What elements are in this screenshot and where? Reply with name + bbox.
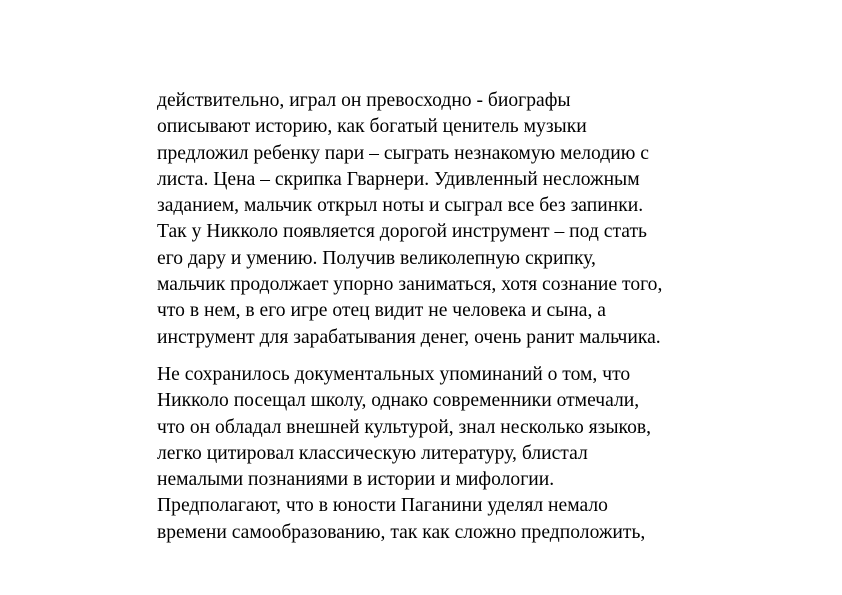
text-line: мальчик продолжает упорно заниматься, хотя сознание того, — [157, 274, 663, 296]
text-line: листа. Цена – скрипка Гварнери. Удивленный несложным — [157, 168, 640, 190]
paragraph-2 — [157, 362, 757, 546]
text-line: действительно, играл он превосходно - биографы — [157, 90, 571, 111]
text-line: заданием, мальчик открыл ноты и сыграл все без запинки. — [157, 195, 644, 217]
text-line: Предполагают, что в юности Паганини уделял немало — [157, 495, 608, 517]
text-line: описывают историю, как богатый ценитель музыки — [157, 116, 587, 138]
text-line: немалыми познаниями в истории и мифологии. — [157, 469, 555, 491]
text-line: Так у Никколо появляется дорогой инструмент – под стать — [157, 221, 647, 243]
paragraph-1 — [157, 88, 757, 351]
text-line: инструмент для зарабатывания денег, очень ранит мальчика. — [157, 326, 661, 348]
text-line: предложил ребенку пари – сыграть незнакомую мелодию с — [157, 142, 649, 164]
text-line: Не сохранилось документальных упоминаний о том, что — [157, 363, 631, 385]
text-line: Никколо посещал школу, однако современники отмечали, — [157, 390, 640, 412]
text-line: что он обладал внешней культурой, знал несколько языков, — [157, 416, 652, 438]
text-line: его дару и умению. Получив великолепную скрипку, — [157, 247, 596, 269]
text-line: легко цитировал классическую литературу, блистал — [157, 442, 588, 464]
text-line: времени самообразованию, так как сложно предположить, — [157, 521, 646, 543]
text-line: что в нем, в его игре отец видит не человека и сына, а — [157, 300, 607, 322]
document-body — [157, 88, 757, 546]
